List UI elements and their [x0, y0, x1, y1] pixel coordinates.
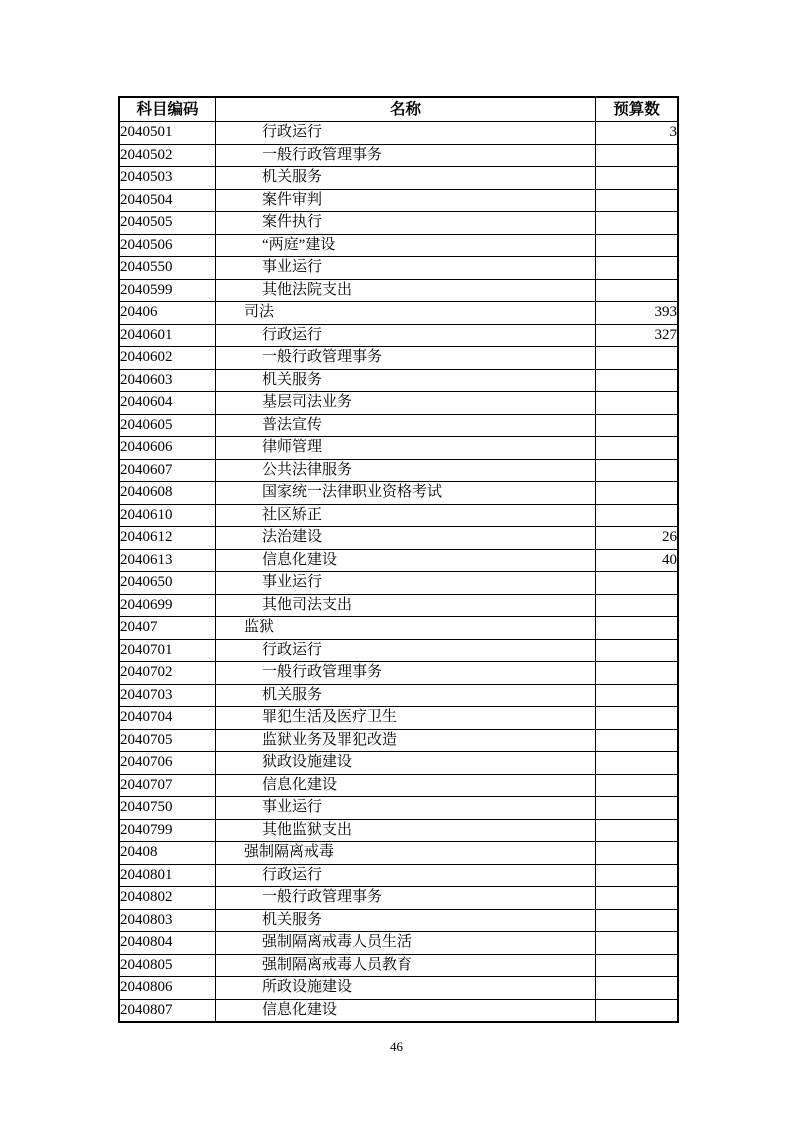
- subject-code-cell: 2040807: [119, 999, 216, 1022]
- subject-code-cell: 2040707: [119, 774, 216, 797]
- table-row: [119, 167, 678, 190]
- budget-value-cell: [596, 257, 679, 280]
- budget-value-cell: [596, 887, 679, 910]
- subject-code-cell: 2040608: [119, 482, 216, 505]
- subject-code-cell: 2040802: [119, 887, 216, 910]
- budget-value-cell: [596, 842, 679, 865]
- subject-name-cell: 其他司法支出: [216, 594, 596, 617]
- budget-value-cell: [596, 347, 679, 370]
- table-row: [119, 212, 678, 235]
- budget-value-cell: [596, 234, 679, 257]
- budget-value-cell: 393: [596, 302, 679, 325]
- subject-code-cell: 20407: [119, 617, 216, 640]
- budget-value-cell: [596, 594, 679, 617]
- budget-value-cell: [596, 662, 679, 685]
- table-header-row: [119, 97, 678, 122]
- budget-value-cell: [596, 752, 679, 775]
- subject-name-cell: 基层司法业务: [216, 392, 596, 415]
- subject-name-cell: 事业运行: [216, 572, 596, 595]
- table-row: [119, 729, 678, 752]
- table-row: [119, 842, 678, 865]
- header-subject-code: 科目编码: [119, 97, 216, 122]
- subject-name-cell: 事业运行: [216, 797, 596, 820]
- table-row: [119, 932, 678, 955]
- table-row: [119, 392, 678, 415]
- subject-name-cell: 一般行政管理事务: [216, 662, 596, 685]
- budget-value-cell: [596, 482, 679, 505]
- subject-name-cell: 监狱: [216, 617, 596, 640]
- subject-name-cell: “两庭”建设: [216, 234, 596, 257]
- budget-value-cell: [596, 932, 679, 955]
- subject-name-cell: 机关服务: [216, 369, 596, 392]
- table-row: [119, 369, 678, 392]
- table-row: [119, 707, 678, 730]
- table-row: [119, 234, 678, 257]
- subject-code-cell: 2040706: [119, 752, 216, 775]
- budget-value-cell: [596, 572, 679, 595]
- subject-name-cell: 国家统一法律职业资格考试: [216, 482, 596, 505]
- budget-value-cell: [596, 864, 679, 887]
- subject-code-cell: 2040799: [119, 819, 216, 842]
- subject-name-cell: 普法宣传: [216, 414, 596, 437]
- budget-value-cell: 40: [596, 549, 679, 572]
- subject-code-cell: 2040701: [119, 639, 216, 662]
- budget-value-cell: [596, 369, 679, 392]
- table-row: [119, 437, 678, 460]
- subject-code-cell: 2040804: [119, 932, 216, 955]
- subject-name-cell: 法治建设: [216, 527, 596, 550]
- budget-value-cell: [596, 707, 679, 730]
- table-row: [119, 662, 678, 685]
- subject-code-cell: 2040603: [119, 369, 216, 392]
- budget-value-cell: 3: [596, 122, 679, 145]
- table-row: [119, 864, 678, 887]
- subject-name-cell: 其他法院支出: [216, 279, 596, 302]
- subject-code-cell: 2040605: [119, 414, 216, 437]
- subject-code-cell: 2040505: [119, 212, 216, 235]
- subject-name-cell: 监狱业务及罪犯改造: [216, 729, 596, 752]
- table-row: [119, 774, 678, 797]
- subject-name-cell: 罪犯生活及医疗卫生: [216, 707, 596, 730]
- subject-code-cell: 20406: [119, 302, 216, 325]
- subject-name-cell: 所政设施建设: [216, 977, 596, 1000]
- subject-name-cell: 信息化建设: [216, 549, 596, 572]
- table-row: [119, 797, 678, 820]
- subject-name-cell: 信息化建设: [216, 999, 596, 1022]
- subject-code-cell: 2040503: [119, 167, 216, 190]
- subject-name-cell: 机关服务: [216, 684, 596, 707]
- budget-value-cell: [596, 392, 679, 415]
- subject-code-cell: 2040504: [119, 189, 216, 212]
- table-row: [119, 572, 678, 595]
- table-row: [119, 122, 678, 145]
- budget-value-cell: [596, 977, 679, 1000]
- subject-name-cell: 案件审判: [216, 189, 596, 212]
- subject-code-cell: 2040803: [119, 909, 216, 932]
- table-row: [119, 909, 678, 932]
- table-row: [119, 527, 678, 550]
- table-row: [119, 504, 678, 527]
- table-row: [119, 414, 678, 437]
- subject-code-cell: 2040550: [119, 257, 216, 280]
- table-row: [119, 324, 678, 347]
- subject-code-cell: 2040607: [119, 459, 216, 482]
- subject-name-cell: 司法: [216, 302, 596, 325]
- budget-value-cell: [596, 684, 679, 707]
- subject-code-cell: 2040606: [119, 437, 216, 460]
- budget-value-cell: 327: [596, 324, 679, 347]
- budget-table: [118, 96, 679, 1023]
- subject-code-cell: 2040604: [119, 392, 216, 415]
- table-row: [119, 302, 678, 325]
- subject-name-cell: 一般行政管理事务: [216, 347, 596, 370]
- subject-code-cell: 2040506: [119, 234, 216, 257]
- table-row: [119, 752, 678, 775]
- table-row: [119, 279, 678, 302]
- budget-value-cell: [596, 414, 679, 437]
- budget-value-cell: [596, 504, 679, 527]
- table-row: [119, 639, 678, 662]
- budget-value-cell: [596, 999, 679, 1022]
- subject-name-cell: 强制隔离戒毒人员教育: [216, 954, 596, 977]
- subject-name-cell: 强制隔离戒毒: [216, 842, 596, 865]
- subject-name-cell: 事业运行: [216, 257, 596, 280]
- table-row: [119, 977, 678, 1000]
- budget-value-cell: [596, 909, 679, 932]
- subject-name-cell: 其他监狱支出: [216, 819, 596, 842]
- subject-code-cell: 2040702: [119, 662, 216, 685]
- subject-code-cell: 2040750: [119, 797, 216, 820]
- header-budget-amount: 预算数: [596, 97, 679, 122]
- table-row: [119, 347, 678, 370]
- budget-value-cell: [596, 774, 679, 797]
- subject-code-cell: 2040613: [119, 549, 216, 572]
- table-row: [119, 257, 678, 280]
- budget-value-cell: [596, 189, 679, 212]
- subject-code-cell: 2040602: [119, 347, 216, 370]
- subject-code-cell: 2040704: [119, 707, 216, 730]
- budget-value-cell: [596, 797, 679, 820]
- subject-name-cell: 一般行政管理事务: [216, 144, 596, 167]
- table-row: [119, 999, 678, 1022]
- subject-name-cell: 信息化建设: [216, 774, 596, 797]
- subject-code-cell: 2040801: [119, 864, 216, 887]
- table-row: [119, 954, 678, 977]
- page-number: 46: [390, 1039, 403, 1054]
- budget-value-cell: [596, 167, 679, 190]
- table-row: [119, 459, 678, 482]
- table-row: [119, 189, 678, 212]
- subject-name-cell: 行政运行: [216, 639, 596, 662]
- subject-code-cell: 2040805: [119, 954, 216, 977]
- subject-code-cell: 2040501: [119, 122, 216, 145]
- table-row: [119, 684, 678, 707]
- subject-code-cell: 2040650: [119, 572, 216, 595]
- budget-value-cell: [596, 729, 679, 752]
- budget-value-cell: [596, 617, 679, 640]
- subject-code-cell: 2040806: [119, 977, 216, 1000]
- budget-value-cell: [596, 639, 679, 662]
- subject-code-cell: 2040610: [119, 504, 216, 527]
- subject-name-cell: 机关服务: [216, 167, 596, 190]
- subject-name-cell: 行政运行: [216, 324, 596, 347]
- table-body: [119, 122, 678, 1023]
- subject-name-cell: 行政运行: [216, 122, 596, 145]
- table-row: [119, 594, 678, 617]
- subject-name-cell: 公共法律服务: [216, 459, 596, 482]
- budget-value-cell: [596, 819, 679, 842]
- subject-code-cell: 2040699: [119, 594, 216, 617]
- subject-code-cell: 2040612: [119, 527, 216, 550]
- subject-name-cell: 狱政设施建设: [216, 752, 596, 775]
- table-row: [119, 549, 678, 572]
- table-row: [119, 617, 678, 640]
- subject-code-cell: 20408: [119, 842, 216, 865]
- budget-value-cell: 26: [596, 527, 679, 550]
- subject-name-cell: 机关服务: [216, 909, 596, 932]
- subject-code-cell: 2040599: [119, 279, 216, 302]
- subject-name-cell: 律师管理: [216, 437, 596, 460]
- subject-code-cell: 2040705: [119, 729, 216, 752]
- subject-name-cell: 一般行政管理事务: [216, 887, 596, 910]
- subject-code-cell: 2040502: [119, 144, 216, 167]
- budget-value-cell: [596, 459, 679, 482]
- subject-code-cell: 2040703: [119, 684, 216, 707]
- table-row: [119, 144, 678, 167]
- budget-value-cell: [596, 954, 679, 977]
- subject-code-cell: 2040601: [119, 324, 216, 347]
- subject-name-cell: 行政运行: [216, 864, 596, 887]
- budget-value-cell: [596, 212, 679, 235]
- header-name: 名称: [216, 97, 596, 122]
- subject-name-cell: 社区矫正: [216, 504, 596, 527]
- subject-name-cell: 强制隔离戒毒人员生活: [216, 932, 596, 955]
- table-row: [119, 887, 678, 910]
- budget-value-cell: [596, 437, 679, 460]
- subject-name-cell: 案件执行: [216, 212, 596, 235]
- table-row: [119, 819, 678, 842]
- budget-value-cell: [596, 279, 679, 302]
- table-row: [119, 482, 678, 505]
- budget-value-cell: [596, 144, 679, 167]
